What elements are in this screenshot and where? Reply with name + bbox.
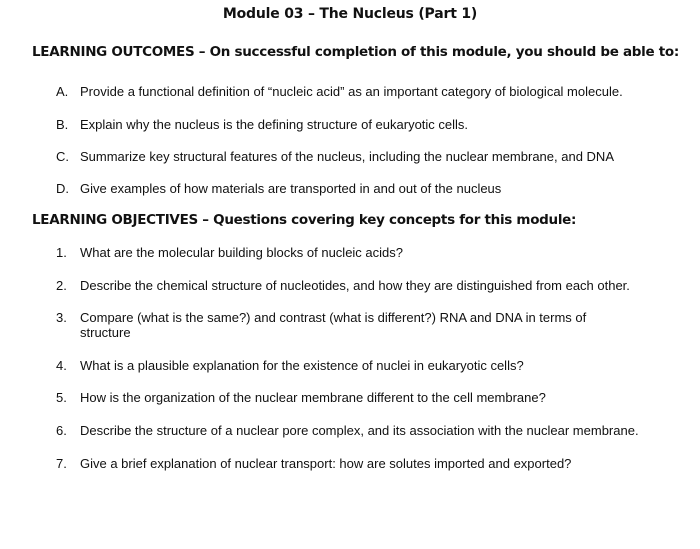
outcome-text: Explain why the nucleus is the defining structure of eukaryotic cells. xyxy=(80,117,469,132)
objective-marker: 5. xyxy=(56,390,67,405)
outcome-marker: C. xyxy=(56,149,69,164)
objective-text: Compare (what is the same?) and contrast (what is different?) RNA and DNA in terms of structure xyxy=(80,310,587,340)
learning-objectives-heading: LEARNING OBJECTIVES – Questions covering key concepts for this module: xyxy=(32,212,577,228)
outcome-text: Provide a functional definition of “nucleic acid” as an important category of biological molecule. xyxy=(80,84,623,99)
objective-marker: 7. xyxy=(56,456,67,471)
objective-text: Describe the chemical structure of nucleotides, and how they are distinguished from each other. xyxy=(80,278,630,293)
page-title: Module 03 – The Nucleus (Part 1) xyxy=(222,6,478,22)
objective-text: What is a plausible explanation for the existence of nuclei in eukaryotic cells? xyxy=(80,358,524,373)
objective-marker: 4. xyxy=(56,358,67,373)
objective-text: Give a brief explanation of nuclear transport: how are solutes imported and exported? xyxy=(80,456,572,471)
outcome-marker: B. xyxy=(56,117,69,132)
objective-text: How is the organization of the nuclear membrane different to the cell membrane? xyxy=(80,390,546,405)
objective-marker: 1. xyxy=(56,245,67,260)
outcome-marker: D. xyxy=(56,181,69,196)
objective-text: Describe the structure of a nuclear pore complex, and its association with the nuclear membrane. xyxy=(80,423,639,438)
outcome-text: Give examples of how materials are transported in and out of the nucleus xyxy=(80,181,502,196)
objective-marker: 3. xyxy=(56,310,67,325)
objective-text: What are the molecular building blocks of nucleic acids? xyxy=(80,245,404,260)
outcome-text: Summarize key structural features of the nucleus, including the nuclear membrane, and DNA xyxy=(80,149,614,164)
objective-marker: 6. xyxy=(56,423,67,438)
objective-marker: 2. xyxy=(56,278,67,293)
outcome-marker: A. xyxy=(56,84,69,99)
learning-outcomes-heading: LEARNING OUTCOMES – On successful completion of this module, you should be able to: xyxy=(32,44,679,60)
